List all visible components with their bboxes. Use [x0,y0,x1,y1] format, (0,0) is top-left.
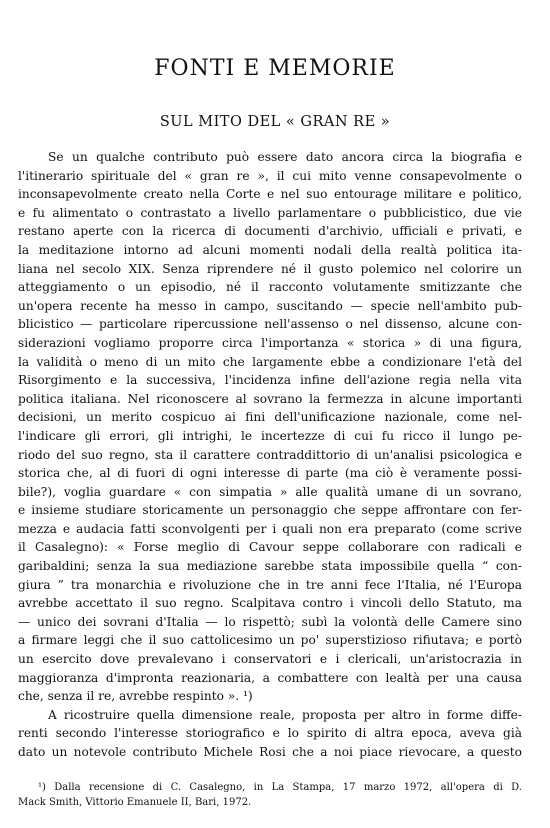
page-title: FONTI E MEMORIE [154,56,396,81]
body-line: blicistico — particolare ripercussione nell'assenso o nel dissenso, alcune con- [18,317,522,332]
body-line: la meditazione intorno ad alcuni momenti nodali della realtà politica ita- [18,242,522,257]
body-line: a firmare leggi che il suo cattolicesimo un po' superstizioso rifiutava; e portò [18,633,522,648]
body-line: l'itinerario spirituale del « gran re », il cui mito venne consapevolmente o [18,168,522,183]
article-subtitle: SUL MITO DEL « GRAN RE » [159,114,391,130]
footnote-line: Mack Smith, Vittorio Emanuele II, Bari, 1972. [18,797,252,808]
body-line: A ricostruire quella dimensione reale, proposta per altro in forme diffe- [48,707,522,722]
body-line: giura ” tra monarchia e rivoluzione che in tre anni fece l'Italia, né l'Europa [18,577,522,592]
footnotes [18,780,522,810]
body-line: liana nel secolo XIX. Senza riprendere né il gusto polemico nel colorire un [18,261,522,276]
body-line: e fu alimentato o contrastato a livello parlamentare o pubblicistico, due vie [18,205,522,220]
body-line: inconsapevolmente creato nella Corte e nel suo entourage militare e politico, [18,187,522,202]
body-line: maggioranza d'impronta reazionaria, a combattere con lealtà per una causa [18,670,522,685]
footnote-line: ¹) Dalla recensione di C. Casalegno, in La Stampa, 17 marzo 1972, all'opera di D. [38,782,522,793]
body-line: garibaldini; senza la sua mediazione sarebbe stata impossibile quella “ con- [18,559,522,574]
body-line: un'opera recente ha messo in campo, suscitando — specie nell'ambito pub- [18,298,522,313]
body-line: che, senza il re, avrebbe respinto ». ¹) [18,689,253,704]
body-line: renti secondo l'interesse storiografico e lo spirito di altra epoca, aveva già [18,726,522,741]
body-line: — unico dei sovrani d'Italia — lo rispettò; subì la volontà delle Camere sino [18,614,522,629]
body-line: il Casalegno): « Forse meglio di Cavour seppe collaborare con radicali e [18,540,522,555]
body-line: la validità o meno di un mito che largamente ebbe a condizionare l'età del [18,354,522,369]
body-line: l'indicare gli errori, gli intrighi, le incertezze di cui fu ricco il lungo pe- [18,428,522,443]
body-line: storica che, al di fuori di ogni interesse di parte (ma ciò è veramente possi- [18,466,522,481]
body-line: decisioni, un merito cospicuo ai fini dell'unificazione nazionale, come nel- [18,410,522,425]
body-line: siderazioni vogliamo proporre circa l'importanza « storica » di una figura, [18,335,522,350]
body-line: avrebbe accettato il suo regno. Scalpitava contro i vincoli dello Statuto, ma [18,596,522,611]
body-line: politica italiana. Nel riconoscere al sovrano la fermezza in alcune importanti [18,391,522,406]
article-body [18,148,522,762]
body-line: atteggiamento o un episodio, né il racconto volutamente smitizzante che [18,280,522,295]
body-line: Risorgimento e la successiva, l'incidenza infine dell'azione regia nella vita [18,373,522,388]
body-line: restano aperte con la ricerca di documenti d'archivio, ufficiali e privati, e [18,224,522,239]
body-line: mezza e audacia fatti sconvolgenti per i quali non era preparato (come scrive [18,521,522,536]
body-line: un esercito dove prevalevano i conservatori e i clericali, un'aristocrazia in [18,652,522,667]
body-line: riodo del suo regno, sta il carattere contraddittorio di un'analisi psicologica e [18,447,522,462]
body-line: bile?), voglia guardare « con simpatia » alle qualità umane di un sovrano, [18,484,522,499]
body-line: dato un notevole contributo Michele Rosi che a noi piace rievocare, a questo [18,745,522,759]
body-line: Se un qualche contributo può essere dato ancora circa la biografia e [48,150,522,164]
body-line: e insieme studiare storicamente un personaggio che seppe affrontare con fer- [18,503,522,518]
